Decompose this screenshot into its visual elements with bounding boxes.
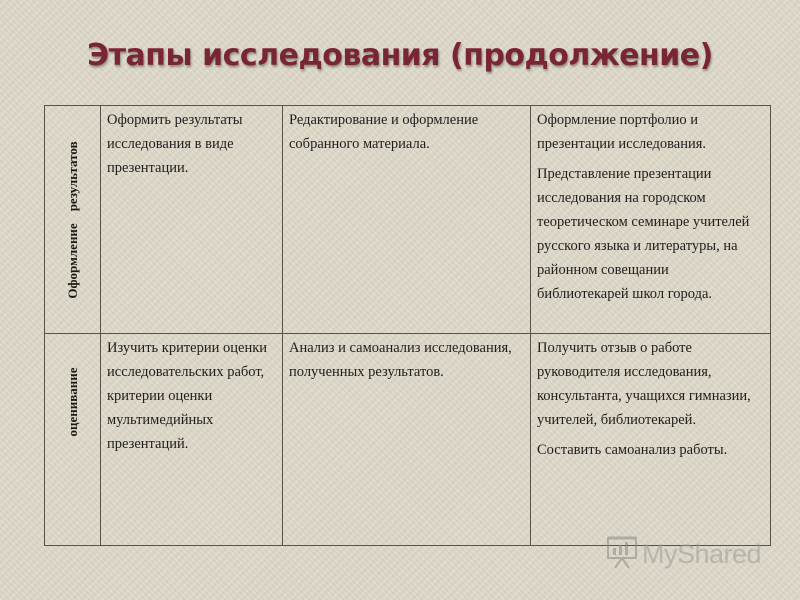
- row-header-cell: [45, 334, 101, 546]
- row-header-label: [65, 367, 81, 436]
- cell-text: Оформление портфолио и презентации исследования.: [537, 112, 707, 152]
- presentation-board-icon: [606, 535, 638, 574]
- cell-text: Получить отзыв о работе руководителя исследования, консультанта, учащихся гимназии, учителей, библиотекарей.: [537, 340, 751, 428]
- table-cell: [283, 106, 531, 334]
- cell-text: Составить самоанализ работы.: [537, 442, 728, 458]
- cell-text: Оформить результаты исследования в виде презентации.: [107, 112, 243, 176]
- row-header-word: оценивание: [64, 367, 80, 437]
- table-cell: [101, 334, 283, 546]
- table-cell: [101, 106, 283, 334]
- row-header-word: результатов: [64, 140, 80, 211]
- stages-table: [44, 105, 771, 546]
- cell-text: Представление презентации исследования на городском теоретическом семинаре учителей русского языка и литературы, на районном совещании библиотекарей школ города.: [537, 166, 750, 302]
- row-header-cell: [45, 106, 101, 334]
- row-header-word: Оформление: [64, 222, 80, 299]
- table-cell: [531, 106, 771, 334]
- cell-text: Редактирование и оформление собранного материала.: [289, 112, 479, 152]
- table-cell: [531, 334, 771, 546]
- table-row: [45, 334, 771, 546]
- table-cell: [283, 334, 531, 546]
- cell-text: Изучить критерии оценки исследовательских работ, критерии оценки мультимедийных презентаций.: [107, 340, 268, 452]
- watermark-logo: [606, 536, 761, 572]
- cell-text: Анализ и самоанализ исследования, полученных результатов.: [289, 340, 512, 380]
- table-row: [45, 106, 771, 334]
- watermark-text: MyShared: [642, 538, 762, 569]
- row-header-label: [65, 141, 81, 298]
- slide-title: Этапы исследования (продолжение): [87, 38, 713, 73]
